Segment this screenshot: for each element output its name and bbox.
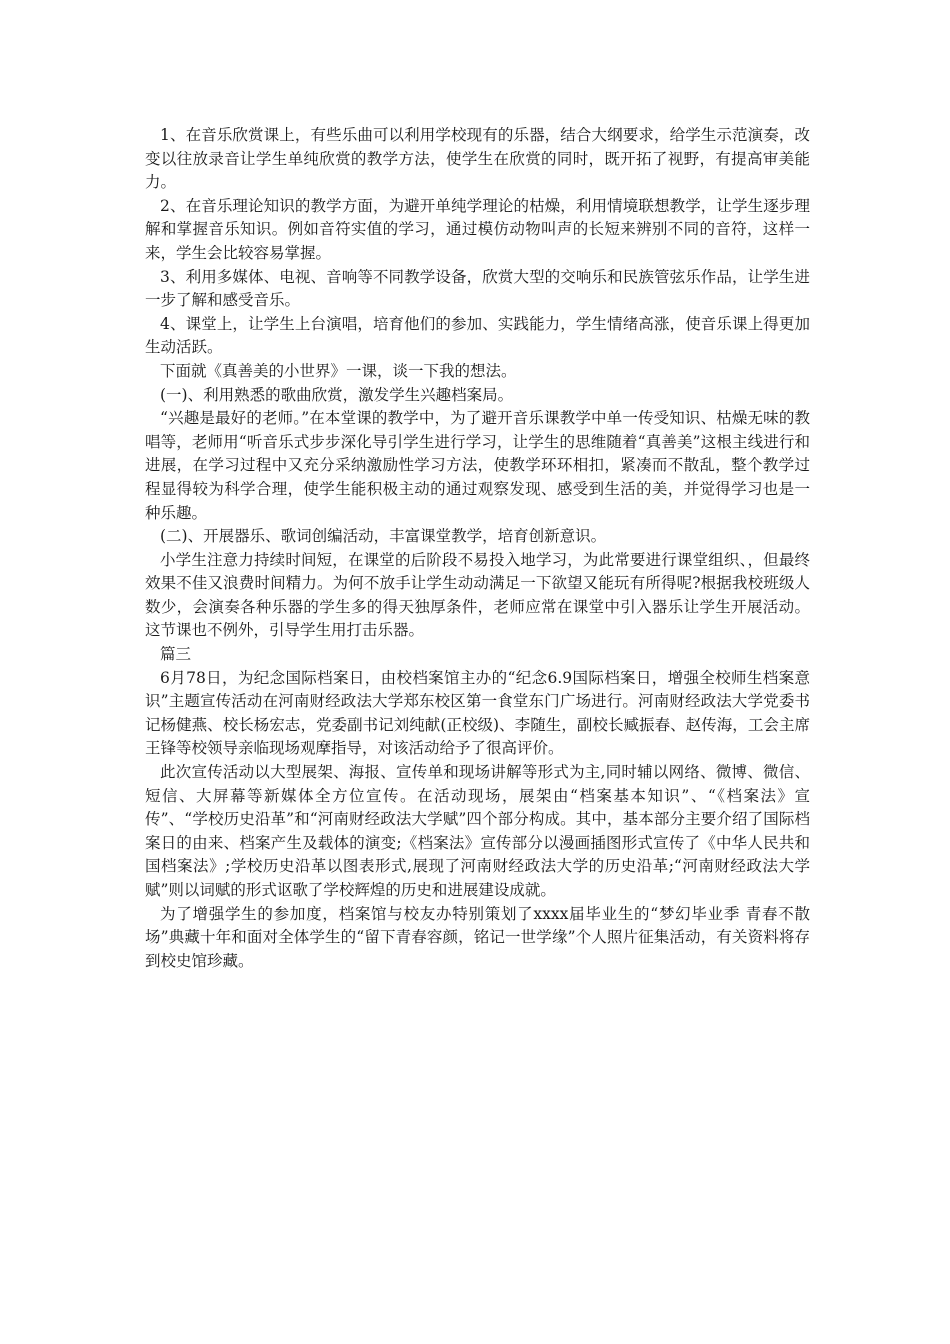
paragraph-lesson-intro: 下面就《真善美的小世界》一课，谈一下我的想法。 [160, 361, 517, 380]
paragraph-publicity: 此次宣传活动以大型展架、海报、宣传单和现场讲解等形式为主,同时辅以网络、微博、微信、短信、大屏幕等新媒体全方位宣传。在活动现场，展架由“档案基本知识”、“《档案法》宣传”、“学校历史沿革”和“河南财经政法大学赋”四个部分构成。其中，基本部分主要介绍了国际档案日的由来、档案产生及载体的演变;《档案法》宣传部分以漫画插图形式宣传了《中华人民共和国档案法》;学校历史沿革以图表形式,展现了河南财经政法大学的历史沿革;“河南财经政法大学赋”则以词赋的形式讴歌了学校辉煌的历史和进展建设成就。 [145, 763, 810, 899]
paragraph-interest: “兴趣是最好的老师。”在本堂课的教学中，为了避开音乐课教学中单一传受知识、枯燥无味的教唱等，老师用“听音乐式步步深化导引学生进行学习，让学生的思维随着“真善美”这根主线进行和进展，在学习过程中又充分采纳激励性学习方法，使教学环环相扣，紧凑而不散乱，整个教学过程显得较为科学合理，使学生能积极主动的通过观察发现、感受到生活的美，并觉得学习也是一种乐趣。 [145, 409, 810, 522]
paragraph-photo-collection: 为了增强学生的参加度，档案馆与校友办特别策划了xxxx届毕业生的“梦幻毕业季 青春不散场”典藏十年和面对全体学生的“留下青春容颜，铭记一世学缘”个人照片征集活动，有关资料将存到校史馆珍藏。 [145, 904, 810, 970]
section-heading-two: (二)、开展器乐、歌词创编活动，丰富课堂教学，培育创新意识。 [160, 527, 607, 546]
paragraph-music-theory: 2、在音乐理论知识的教学方面，为避开单纯学理论的枯燥，利用情境联想教学，让学生逐步理解和掌握音乐知识。例如音符实值的学习，通过模仿动物叫声的长短来辨别不同的音符，这样一来，学生会比较容易掌握。 [145, 196, 810, 262]
section-heading-one: (一)、利用熟悉的歌曲欣赏，激发学生兴趣档案局。 [160, 385, 514, 404]
section-title-part-three: 篇三 [160, 645, 192, 664]
paragraph-stage-singing: 4、课堂上，让学生上台演唱，培育他们的参加、实践能力，学生情绪高涨，使音乐课上得更加生动活跃。 [145, 314, 810, 357]
paragraph-archive-day: 6月78日，为纪念国际档案日，由校档案馆主办的“纪念6.9国际档案日，增强全校师生档案意识”主题宣传活动在河南财经政法大学郑东校区第一食堂东门广场进行。河南财经政法大学党委书记杨健燕、校长杨宏志，党委副书记刘纯献(正校级)、李随生，副校长臧振春、赵传海，工会主席王锋等校领导亲临现场观摩指导，对该活动给予了很高评价。 [145, 668, 810, 758]
paragraph-attention: 小学生注意力持续时间短，在课堂的后阶段不易投入地学习，为此常要进行课堂组织、，但最终效果不佳又浪费时间精力。为何不放手让学生动动满足一下欲望又能玩有所得呢?根据我校班级人数少，会演奏各种乐器的学生多的得天独厚条件，老师应常在课堂中引入器乐让学生开展活动。这节课也不例外，引导学生用打击乐器。 [145, 550, 810, 640]
paragraph-music-appreciation: 1、在音乐欣赏课上，有些乐曲可以利用学校现有的乐器，结合大纲要求，给学生示范演奏，改变以往放录音让学生单纯欣赏的教学方法，使学生在欣赏的同时，既开拓了视野，有提高审美能力。 [145, 126, 810, 192]
document-body [145, 124, 810, 973]
paragraph-multimedia: 3、利用多媒体、电视、音响等不同教学设备，欣赏大型的交响乐和民族管弦乐作品，让学生进一步了解和感受音乐。 [145, 267, 810, 310]
